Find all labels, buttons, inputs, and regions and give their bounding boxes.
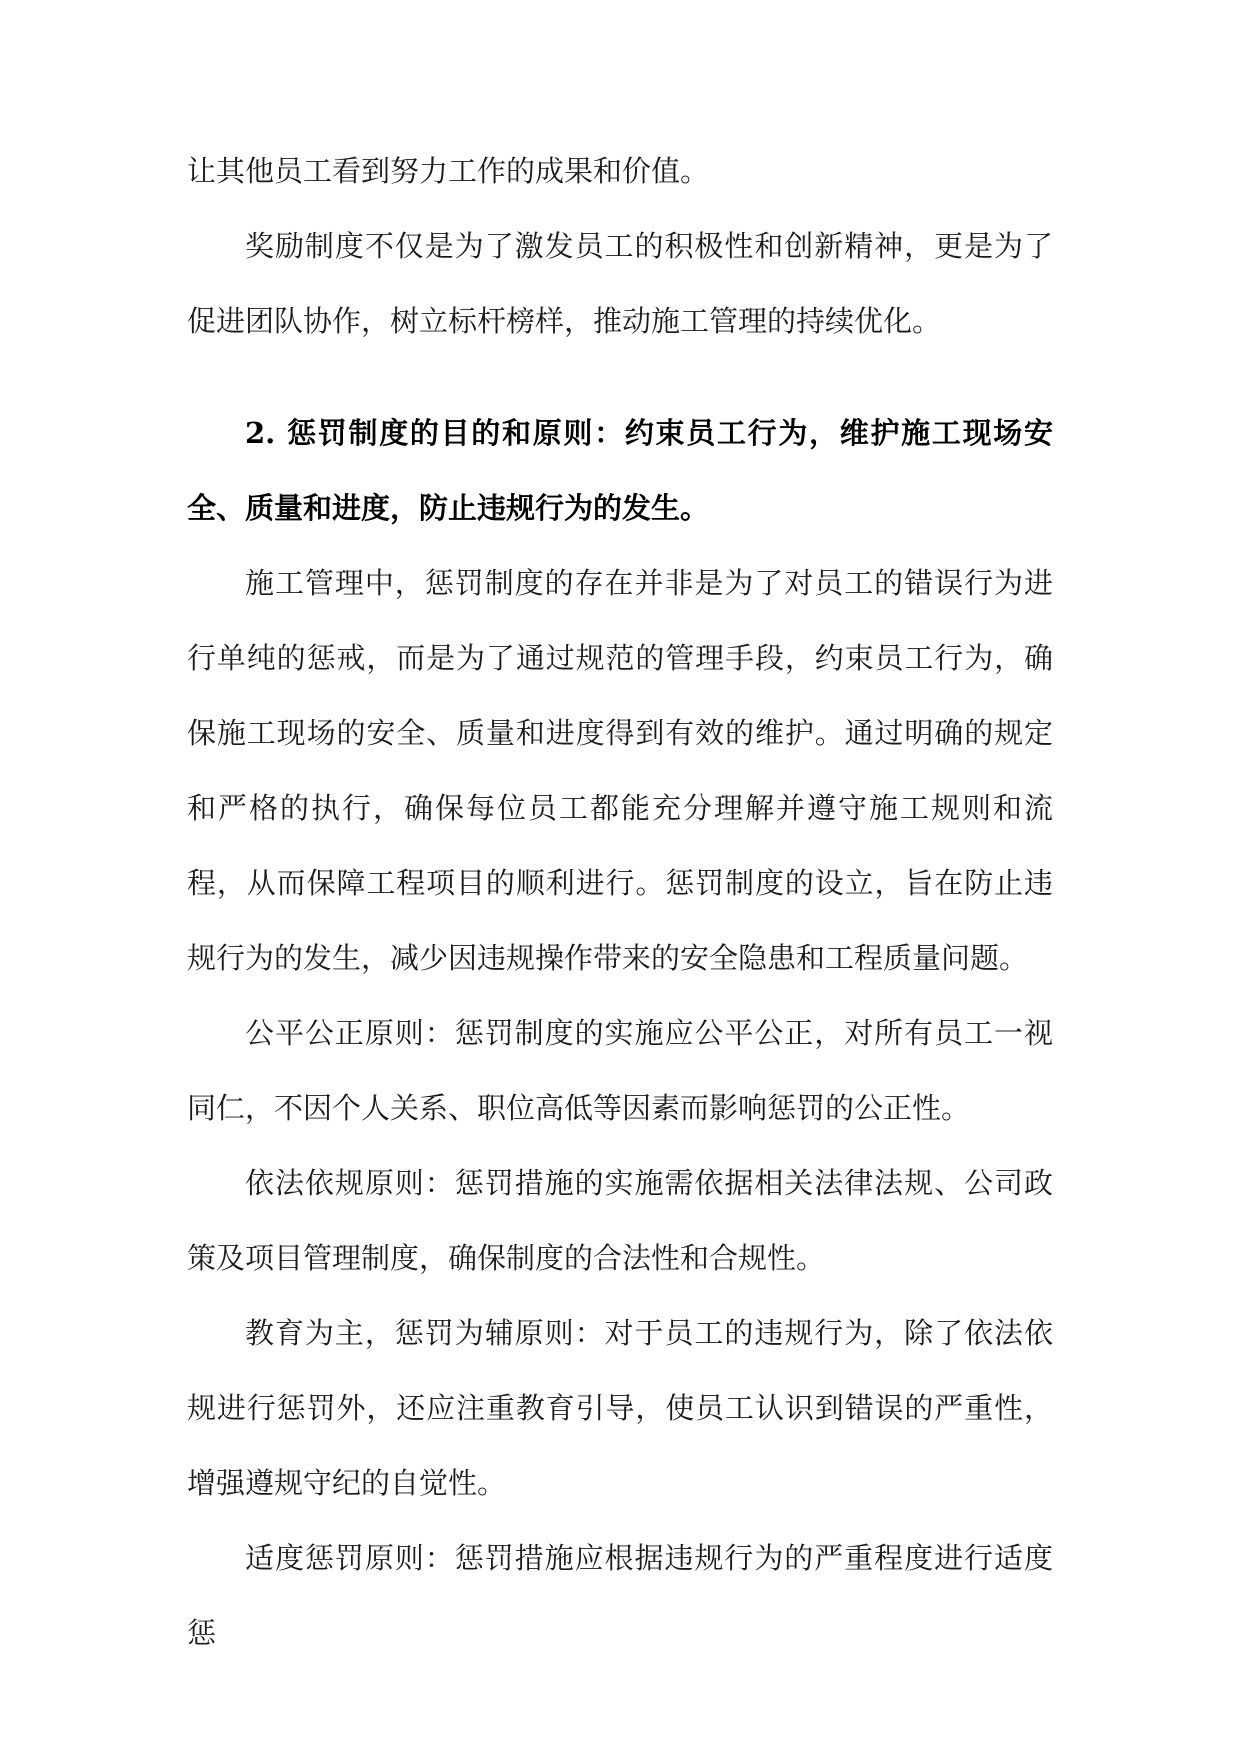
paragraph-continuation: 让其他员工看到努力工作的成果和价值。 [187,154,710,188]
document-body [187,134,1053,1671]
paragraph-punishment-purpose: 施工管理中，惩罚制度的存在并非是为了对员工的错误行为进行单纯的惩戒，而是为了通过规范的管理手段，约束员工行为，确保施工现场的安全、质量和进度得到有效的维护。通过明确的规定和严格的执行，确保每位员工都能充分理解并遵守施工规则和流程，从而保障工程项目的顺利进行。惩罚制度的设立，旨在防止违规行为的发生，减少因违规操作带来的安全隐患和工程质量问题。 [187,566,1053,975]
paragraph-education-principle: 教育为主，惩罚为辅原则：对于员工的违规行为，除了依法依规进行惩罚外，还应注重教育引导，使员工认识到错误的严重性，增强遵规守纪的自觉性。 [187,1316,1053,1500]
paragraph-moderation-principle: 适度惩罚原则：惩罚措施应根据违规行为的严重程度进行适度惩 [187,1541,1053,1650]
section-heading-punishment: 2. 惩罚制度的目的和原则：约束员工行为，维护施工现场安全、质量和进度，防止违规行为的发生。 [187,416,1053,525]
section-spacer [187,359,1053,396]
paragraph-reward-purpose: 奖励制度不仅是为了激发员工的积极性和创新精神，更是为了促进团队协作，树立标杆榜样，推动施工管理的持续优化。 [187,229,1053,338]
paragraph-legal-principle: 依法依规原则：惩罚措施的实施需依据相关法律法规、公司政策及项目管理制度，确保制度的合法性和合规性。 [187,1166,1053,1275]
paragraph-fairness-principle: 公平公正原则：惩罚制度的实施应公平公正，对所有员工一视同仁，不因个人关系、职位高低等因素而影响惩罚的公正性。 [187,1016,1053,1125]
